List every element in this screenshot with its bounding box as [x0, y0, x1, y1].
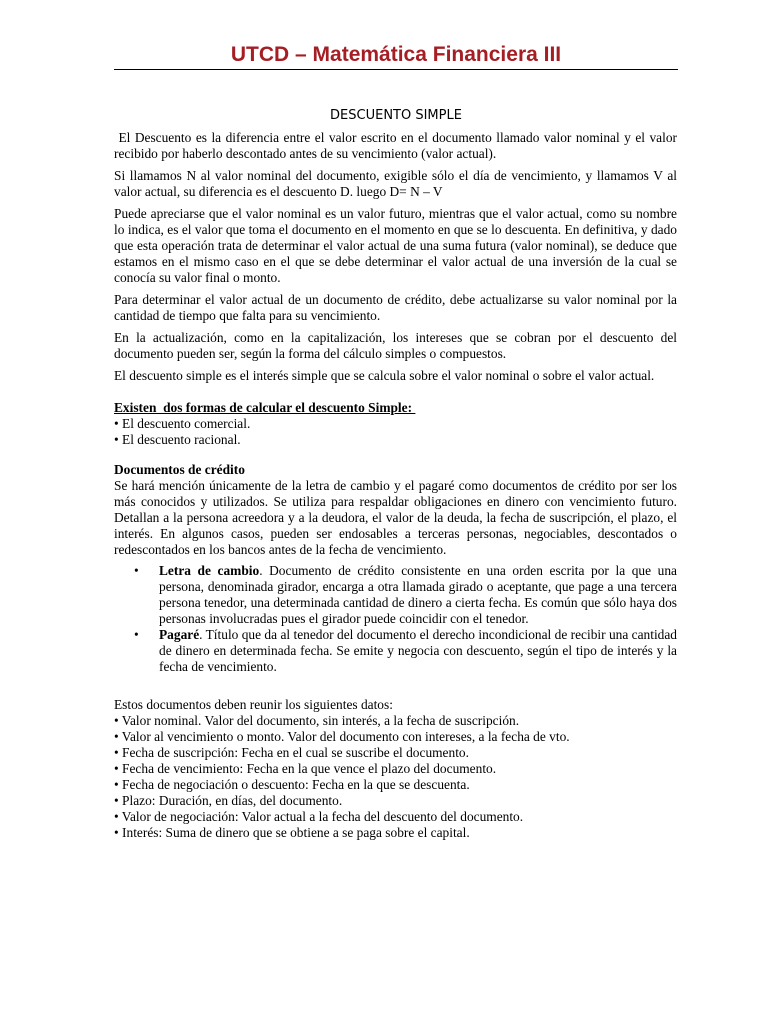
paragraph-formula: Si llamamos N al valor nominal del documento, exigible sólo el día de vencimiento, y llamamos V al valor actual, su diferencia es el descuento D. luego D= N – V: [114, 168, 677, 199]
paragraph-present-value: Para determinar el valor actual de un documento de crédito, debe actualizarse su valor nominal por la cantidad de tiempo que falta para su vencimiento.: [114, 292, 677, 323]
definition-text: . Documento de crédito consistente en una orden escrita por la que una persona, denominada girador, encarga a otra llamada girado o aceptante, que page a una tercera persona tenedor, una determinada cantidad de dinero a cierta fecha. Es común que sólo haya dos personas involucradas pues el girador puede coincidir con el tenedor.: [159, 563, 677, 626]
documents-definition-list: [114, 563, 677, 675]
data-item-fecha-vencimiento: • Fecha de vencimiento: Fecha en la que vence el plazo del documento.: [114, 761, 497, 776]
header-divider: [114, 69, 678, 70]
forms-heading: Existen dos formas de calcular el descuento Simple:: [114, 400, 416, 415]
forms-item-rational: • El descuento racional.: [114, 432, 241, 447]
paragraph-actualization: En la actualización, como en la capitalización, los intereses que se cobran por el descuento del documento pueden ser, según la forma del cálculo simples o compuestos.: [114, 330, 677, 361]
data-item-valor-nominal: • Valor nominal. Valor del documento, sin interés, a la fecha de suscripción.: [114, 713, 520, 728]
paragraph-definition: El Descuento es la diferencia entre el valor escrito en el documento llamado valor nominal y el valor recibido por haberlo descontado antes de su vencimiento (valor actual).: [114, 130, 681, 161]
bullet-icon: •: [134, 627, 139, 642]
data-item-interes: • Interés: Suma de dinero que se obtiene a se paga sobre el capital.: [114, 825, 470, 840]
documents-intro: Se hará mención únicamente de la letra de cambio y el pagaré como documentos de crédito por ser los más conocidos y utilizados. Se utiliza para respaldar obligaciones en dinero con vencimiento futuro. Detallan a la persona acreedora y a la deudora, el valor de la deuda, la fecha de suscripción, el plazo, el interés. En algunos casos, pueden ser endosables a terceras personas, negociables, descontados o redescontados en los bancos antes de la fecha de vencimiento.: [114, 478, 677, 557]
documents-heading: Documentos de crédito: [114, 462, 245, 477]
bullet-icon: •: [134, 563, 139, 578]
data-item-plazo: • Plazo: Duración, en días, del documento.: [114, 793, 343, 808]
definition-term: Pagaré: [159, 627, 200, 642]
definition-pagare: [134, 627, 677, 675]
data-item-fecha-negociacion: • Fecha de negociación o descuento: Fecha en la que se descuenta.: [114, 777, 470, 792]
definition-term: Letra de cambio: [159, 563, 260, 578]
document-title: DESCUENTO SIMPLE: [330, 108, 462, 123]
paragraph-future-value: Puede apreciarse que el valor nominal es un valor futuro, mientras que el valor actual, como su nombre lo indica, es el valor que toma el documento en el momento en que se lo descuenta. En definitiva, y dado que esta operación trata de determinar el valor actual de una suma futura (valor nominal), se deduce que estamos en el mismo caso en el que se debe determinar el valor actual de una inversión de la cual se conocía su valor final o monto.: [114, 206, 677, 285]
definition-letra-de-cambio: [134, 563, 677, 627]
page-header-title: UTCD – Matemática Financiera III: [230, 43, 562, 66]
data-item-valor-negociacion: • Valor de negociación: Valor actual a la fecha del descuento del documento.: [114, 809, 524, 824]
data-item-valor-vencimiento: • Valor al vencimiento o monto. Valor del documento con intereses, a la fecha de vto.: [114, 729, 570, 744]
document-body: [114, 130, 681, 841]
paragraph-simple-discount: El descuento simple es el interés simple que se calcula sobre el valor nominal o sobre el valor actual.: [114, 368, 655, 383]
data-item-fecha-suscripcion: • Fecha de suscripción: Fecha en el cual se suscribe el documento.: [114, 745, 469, 760]
forms-item-commercial: • El descuento comercial.: [114, 416, 251, 431]
definition-text: . Título que da al tenedor del documento el derecho incondicional de recibir una cantidad de dinero en determinada fecha. Se emite y negocia con descuento, según el tipo de interés y la fecha de vencimiento.: [159, 627, 677, 674]
data-section-heading: Estos documentos deben reunir los siguientes datos:: [114, 697, 393, 712]
